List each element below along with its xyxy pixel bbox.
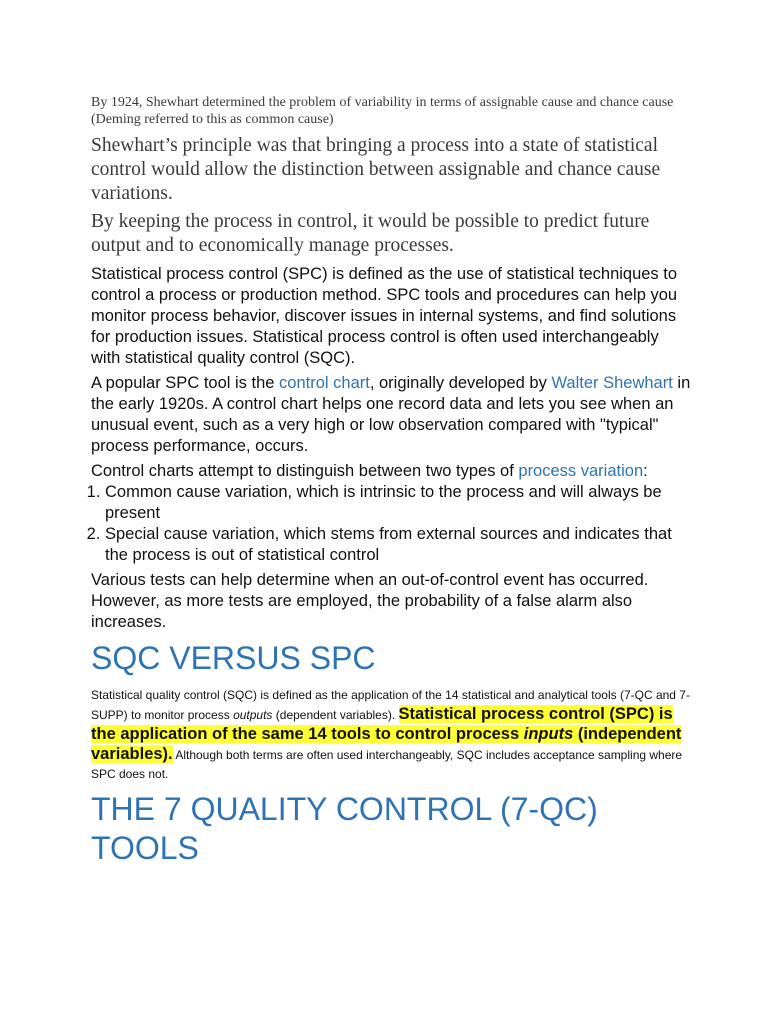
- paragraph-control-chart: [91, 373, 691, 457]
- paragraph-sqc-definition: [91, 686, 691, 784]
- text: Although both terms are often used interchangeably, SQC includes acceptance sampling where SPC does not.: [91, 748, 683, 781]
- text: (dependent variables).: [272, 708, 399, 722]
- text: A popular SPC tool is the: [91, 374, 280, 392]
- list-item: 1. Common cause variation, which is intrinsic to the process and will always be present: [105, 482, 691, 524]
- heading-7-qc-tools: THE 7 QUALITY CONTROL (7-QC) TOOLS: [91, 791, 598, 866]
- link-control-chart[interactable]: control chart: [279, 374, 370, 392]
- text: (independent variables).: [91, 725, 682, 763]
- paragraph-shewhart-principle: Shewhart’s principle was that bringing a process into a state of statistical control would allow the distinction between assignable and chance cause variations.: [91, 135, 661, 204]
- paragraph-variation-types: [91, 461, 691, 482]
- text: Statistical process control (SPC) is the application of the same 14 tools to control process: [91, 705, 673, 743]
- link-process-variation[interactable]: process variation: [518, 462, 644, 480]
- text: , originally developed by: [369, 374, 552, 392]
- document-page: [91, 94, 691, 876]
- link-walter-shewhart[interactable]: Walter Shewhart: [551, 374, 673, 392]
- paragraph-tests: Various tests can help determine when an out-of-control event has occurred. However, as more tests are employed, the probability of a false alarm also increases.: [91, 571, 649, 631]
- text: in the early 1920s. A control chart helps one record data and lets you see when an unusual event, such as a very high or low observation compared with "typical" process performance, occurs.: [91, 374, 691, 455]
- paragraph-shewhart-1924: By 1924, Shewhart determined the problem of variability in terms of assignable cause and chance cause (Deming referred to this as common cause): [91, 95, 674, 127]
- paragraph-spc-definition: Statistical process control (SPC) is defined as the use of statistical techniques to control a process or production method. SPC tools and procedures can help you monitor process behavior, discover issues in internal systems, and find solutions for production issues. Statistical process control is often used interchangeably with statistical quality control (SQC).: [91, 265, 678, 367]
- text: :: [643, 462, 648, 480]
- text: Control charts attempt to distinguish between two types of: [91, 462, 519, 480]
- variation-list: [91, 482, 691, 566]
- heading-sqc-versus-spc: SQC VERSUS SPC: [91, 640, 376, 676]
- text: Statistical quality control (SQC) is defined as the application of the 14 statistical and analytical tools (7-QC and 7-SUPP) to monitor process: [91, 688, 690, 722]
- emphasis-inputs: inputs: [523, 725, 574, 743]
- emphasis-outputs: outputs: [233, 708, 273, 722]
- paragraph-process-control: By keeping the process in control, it would be possible to predict future output and to economically manage processes.: [91, 211, 650, 256]
- list-item: 2. Special cause variation, which stems from external sources and indicates that the process is out of statistical control: [105, 524, 691, 566]
